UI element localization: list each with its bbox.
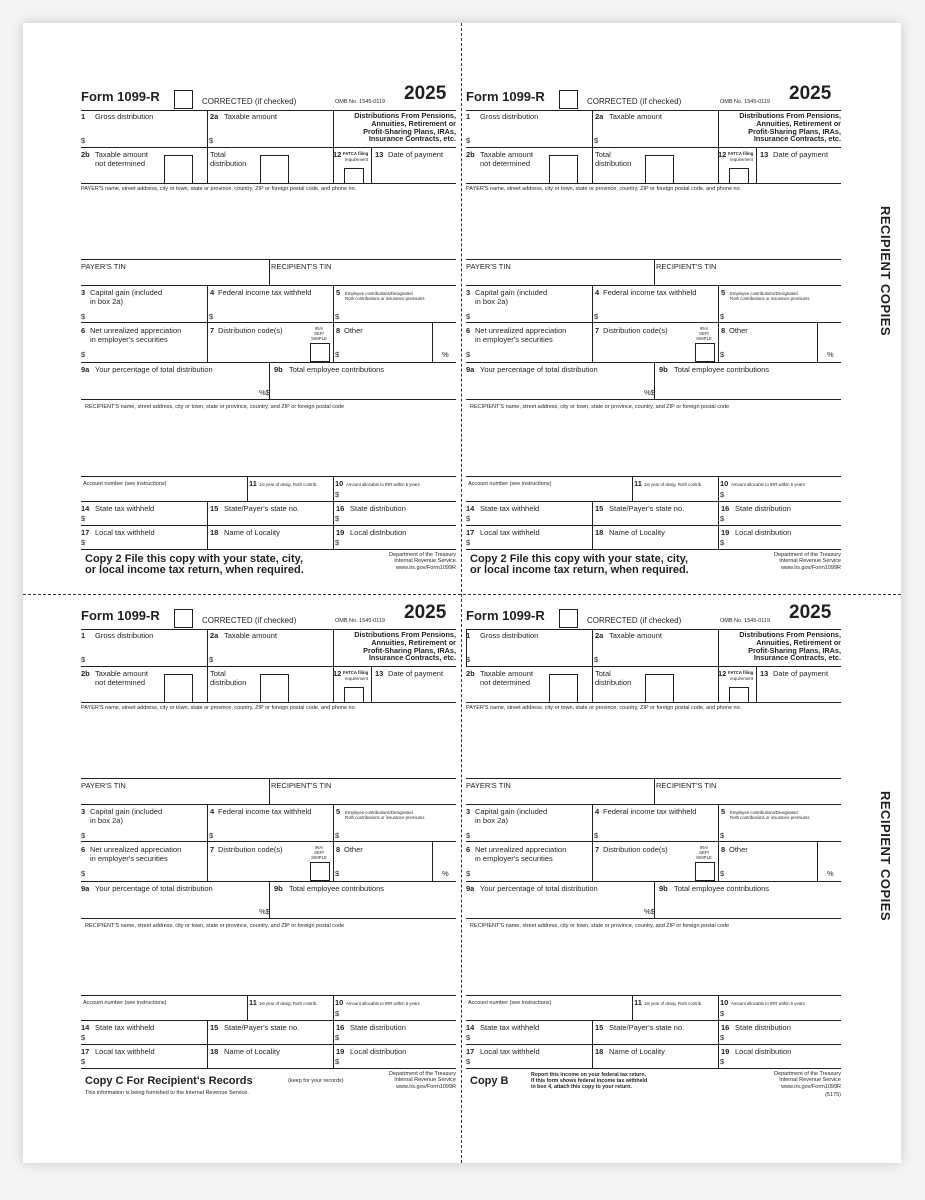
omb-number: OMB No. 1545-0119 xyxy=(335,618,386,624)
box17-label: Local tax withheld xyxy=(480,528,540,537)
box10-field[interactable] xyxy=(719,476,841,501)
box4-label: Federal income tax withheld xyxy=(218,288,312,297)
payer-name-label: PAYER'S name, street address, city or town, state or province, country, ZIP or foreign postal code, and phone no. xyxy=(81,705,357,711)
box17-field[interactable] xyxy=(466,525,592,549)
recipient-name-label: RECIPIENT'S name, street address, city or town, state or province, country, and ZIP or foreign postal code xyxy=(85,923,345,929)
box14-field[interactable] xyxy=(466,1020,592,1044)
box15-field[interactable] xyxy=(593,501,718,525)
corrected-checkbox[interactable] xyxy=(559,609,578,628)
box11-field[interactable] xyxy=(633,995,718,1020)
account-number-field[interactable] xyxy=(466,995,632,1020)
box19-field[interactable] xyxy=(334,525,456,549)
box8-field[interactable] xyxy=(334,322,432,362)
box18-label: Name of Locality xyxy=(609,528,665,537)
box15-field[interactable] xyxy=(208,501,333,525)
box16-label: State distribution xyxy=(350,1023,406,1032)
recipient-name-field[interactable] xyxy=(81,918,456,995)
payer-tin-field[interactable] xyxy=(81,259,269,285)
account-number-field[interactable] xyxy=(466,476,632,501)
box2b-checkbox[interactable] xyxy=(549,674,578,703)
side-label-top: RECIPIENT COPIES xyxy=(878,206,893,337)
box14-field[interactable] xyxy=(81,1020,207,1044)
box1-gross-distribution[interactable] xyxy=(81,629,207,665)
box18-label: Name of Locality xyxy=(609,1047,665,1056)
box3-label: Capital gain (included in box 2a) xyxy=(90,807,163,825)
form-title: Form 1099-R xyxy=(466,89,545,104)
box7-field[interactable] xyxy=(208,841,306,881)
box9a-label: Your percentage of total distribution xyxy=(480,884,598,893)
corrected-label: CORRECTED (if checked) xyxy=(202,97,297,106)
box17-field[interactable] xyxy=(81,1044,207,1068)
box19-label: Local distribution xyxy=(735,528,792,537)
box11-field[interactable] xyxy=(633,476,718,501)
fatca-checkbox[interactable] xyxy=(344,687,364,703)
recipient-tin-field[interactable] xyxy=(270,778,456,804)
box10-label: Amount allocable to IRR within 5 years xyxy=(731,482,805,487)
copyb-instructions: Report this income on your federal tax return. If this form shows federal income tax withheld in box 4, attach this copy to your return. xyxy=(531,1072,648,1090)
box4-label: Federal income tax withheld xyxy=(218,807,312,816)
tax-year: 2025 xyxy=(789,602,832,623)
copyc-note: This information is being furnished to the Internal Revenue Service. xyxy=(85,1090,249,1096)
box13-date-of-payment[interactable] xyxy=(757,147,841,183)
corrected-label: CORRECTED (if checked) xyxy=(587,616,682,625)
box11-field[interactable] xyxy=(248,995,333,1020)
box1-gross-distribution[interactable] xyxy=(466,110,592,146)
box9b-label: Total employee contributions xyxy=(674,365,770,374)
corrected-checkbox[interactable] xyxy=(174,90,193,109)
box15-label: State/Payer's state no. xyxy=(224,1023,300,1032)
form-top-right: Form 1099-R CORRECTED (if checked) OMB No. 1545-0119 2025 Distributions From Pensions, Annuities, Retirement or Profit-Sharing Plans, IRAs, Insurance Contracts, etc. 1 Gross distribution $ 2a Taxable amount $ 2b Taxable amount not determined Total distribution 12 FATCA filing requirement 13 Date of payment PAYER'S name, street address, city or town, state or province, country, ZIP or foreign postal code, and phone no. PAYER'S TIN RECIPIENT'S TIN 3 Capital gain (included in box 2a) $ 4 Federal income tax withheld $ 5 Employee contributions/Designated Roth contributions or insurance premiums $ 6 Net unrealized appreciation in employer's securities $ 7 Distribution code(s) IRA/ SEP/ SIMPLE 8 Other $ % 9a Your percentage of total distribution %$ 9b Total employee contributions RECIPIENT'S name, street address, city or town, state or province, country, and ZIP or foreign postal code Account number (see instructions) 11 1st year of desig. Roth contrib. 10 Amount allocable to IRR within 5 years $ 14 State tax withheld $ 15 State/Payer's state no. 16 State distribution $ 17 Local tax withheld $ 18 Name of Locality 19 Local distribution $ Copy 2 File this copy with your state, city, or local income tax return, when required. Department of the Treasury Internal Revenue Service www.irs.gov/Form1099R xyxy=(466,83,841,576)
box15-label: State/Payer's state no. xyxy=(609,504,685,513)
box4-label: Federal income tax withheld xyxy=(603,288,697,297)
box19-field[interactable] xyxy=(334,1044,456,1068)
box13-label: Date of payment xyxy=(773,150,829,159)
box5-field[interactable] xyxy=(334,804,456,841)
box16-field[interactable] xyxy=(334,1020,456,1044)
box9a-field[interactable] xyxy=(81,881,269,918)
box18-label: Name of Locality xyxy=(224,1047,280,1056)
ira-checkbox[interactable] xyxy=(695,343,715,362)
box2a-label: Taxable amount xyxy=(224,112,277,121)
box11-label: 1st year of desig. Roth contrib. xyxy=(259,482,318,487)
box6-field[interactable] xyxy=(81,841,207,881)
payer-tin-label: PAYER'S TIN xyxy=(81,781,126,790)
ira-label: IRA/ SEP/ SIMPLE xyxy=(311,845,327,860)
form-top-left: Form 1099-R CORRECTED (if checked) OMB No. 1545-0119 2025 Distributions From Pensions, Annuities, Retirement or Profit-Sharing Plans, IRAs, Insurance Contracts, etc. 1 Gross distribution $ 2a Taxable amount $ 2b Taxable amount not determined Total distribution 12 FATCA filing requirement 13 Date of payment PAYER'S name, street address, city or town, state or province, country, ZIP or foreign postal code, and phone no. PAYER'S TIN RECIPIENT'S TIN 3 Capital gain (included in box 2a) $ 4 Federal income tax withheld $ 5 Employee contributions/Designated Roth contributions or insurance premiums $ 6 Net unrealized appreciation in employer's securities $ 7 Distribution code(s) IRA/ SEP/ SIMPLE 8 Other $ % 9a Your percentage of total distribution %$ 9b Total employee contributions RECIPIENT'S name, street address, city or town, state or province, country, and ZIP or foreign postal code Account number (see instructions) 11 1st year of desig. Roth contrib. 10 Amount allocable to IRR within 5 years $ 14 State tax withheld $ 15 State/Payer's state no. 16 State distribution $ 17 Local tax withheld $ 18 Name of Locality 19 Local distribution $ Copy 2 File this copy with your state, city, or local income tax return, when required. Department of the Treasury Internal Revenue Service www.irs.gov/Form1099R xyxy=(81,83,456,576)
box19-label: Local distribution xyxy=(735,1047,792,1056)
fatca-checkbox[interactable] xyxy=(729,168,749,184)
box4-highlight xyxy=(592,804,719,882)
account-number-label: Account number (see instructions) xyxy=(468,481,552,487)
box9a-label: Your percentage of total distribution xyxy=(95,365,213,374)
box7-field[interactable] xyxy=(208,322,306,362)
tax-year: 2025 xyxy=(404,83,447,104)
box14-label: State tax withheld xyxy=(480,1023,540,1032)
box4-field[interactable] xyxy=(208,804,333,841)
box17-label: Local tax withheld xyxy=(95,528,155,537)
box4-field[interactable] xyxy=(208,285,333,322)
recipient-name-label: RECIPIENT'S name, street address, city or town, state or province, country, and ZIP or foreign postal code xyxy=(470,923,730,929)
total-distribution-checkbox[interactable] xyxy=(260,155,289,184)
total-distribution-label: Total distribution xyxy=(595,669,632,687)
ira-label: IRA/ SEP/ SIMPLE xyxy=(311,326,327,341)
horizontal-perforation xyxy=(23,594,901,595)
box2b-checkbox[interactable] xyxy=(164,674,193,703)
box18-field[interactable] xyxy=(208,525,333,549)
box2a-taxable-amount[interactable] xyxy=(208,629,333,665)
box9a-label: Your percentage of total distribution xyxy=(480,365,598,374)
box19-label: Local distribution xyxy=(350,528,407,537)
box18-field[interactable] xyxy=(208,1044,333,1068)
form-contents: Distributions From Pensions, Annuities, Retirement or Profit-Sharing Plans, IRAs, Insurance Contracts, etc. xyxy=(354,111,456,144)
corrected-label: CORRECTED (if checked) xyxy=(202,616,297,625)
box19-field[interactable] xyxy=(719,1044,841,1068)
box5-label: Employee contributions/Designated Roth contributions or insurance premiums xyxy=(345,810,425,820)
vertical-perforation xyxy=(461,23,462,1163)
box8-field[interactable] xyxy=(334,841,432,881)
recipient-name-field[interactable] xyxy=(466,918,841,995)
box4-field[interactable] xyxy=(593,285,718,322)
payer-tin-field[interactable] xyxy=(466,778,654,804)
copy2-department: Department of the Treasury Internal Revenue Service www.irs.gov/Form1099R xyxy=(389,552,456,571)
form-title: Form 1099-R xyxy=(81,89,160,104)
recipient-name-label: RECIPIENT'S name, street address, city or town, state or province, country, and ZIP or foreign postal code xyxy=(470,404,730,410)
box7-label: Distribution code(s) xyxy=(218,845,283,854)
box4-label: Federal income tax withheld xyxy=(603,807,697,816)
account-number-field[interactable] xyxy=(81,995,247,1020)
recipient-tin-label: RECIPIENT'S TIN xyxy=(271,262,332,271)
box6-label: Net unrealized appreciation in employer's securities xyxy=(90,326,182,344)
box10-label: Amount allocable to IRR within 5 years xyxy=(731,1001,805,1006)
box14-label: State tax withheld xyxy=(95,1023,155,1032)
fatca-checkbox[interactable] xyxy=(729,687,749,703)
recipient-tin-field[interactable] xyxy=(655,778,841,804)
box6-label: Net unrealized appreciation in employer's securities xyxy=(475,326,567,344)
payer-name-field[interactable] xyxy=(81,702,456,778)
box2b-label: Taxable amount not determined xyxy=(95,669,148,687)
recipient-name-label: RECIPIENT'S name, street address, city or town, state or province, country, and ZIP or foreign postal code xyxy=(85,404,345,410)
payer-name-field[interactable] xyxy=(466,183,841,259)
box6-field[interactable] xyxy=(466,841,592,881)
account-number-label: Account number (see instructions) xyxy=(83,481,167,487)
recipient-name-field[interactable] xyxy=(466,399,841,476)
box7-label: Distribution code(s) xyxy=(218,326,283,335)
copy2-footer: Copy 2 File this copy with your state, city, or local income tax return, when required. xyxy=(470,553,689,576)
copyb-department: Department of the Treasury Internal Revenue Service www.irs.gov/Form1099R (5175) xyxy=(774,1071,841,1098)
omb-number: OMB No. 1545-0119 xyxy=(720,618,771,624)
box9a-field[interactable] xyxy=(81,362,269,399)
box13-date-of-payment[interactable] xyxy=(372,666,456,702)
tax-year: 2025 xyxy=(789,83,832,104)
recipient-tin-field[interactable] xyxy=(270,259,456,285)
box10-field[interactable] xyxy=(334,476,456,501)
form-copy-c: Form 1099-R CORRECTED (if checked) OMB No. 1545-0119 2025 Distributions From Pensions, Annuities, Retirement or Profit-Sharing Plans, IRAs, Insurance Contracts, etc. 1 Gross distribution $ 2a Taxable amount $ 2b Taxable amount not determined Total distribution 12 FATCA filing requirement 13 Date of payment PAYER'S name, street address, city or town, state or province, country, ZIP or foreign postal code, and phone no. PAYER'S TIN RECIPIENT'S TIN 3 Capital gain (included in box 2a) $ 4 Federal income tax withheld $ 5 Employee contributions/Designated Roth contributions or insurance premiums $ 6 Net unrealized appreciation in employer's securities $ 7 Distribution code(s) IRA/ SEP/ SIMPLE 8 Other $ % 9a Your percentage of total distribution %$ 9b Total employee contributions RECIPIENT'S name, street address, city or town, state or province, country, and ZIP or foreign postal code Account number (see instructions) 11 1st year of desig. Roth contrib. 10 Amount allocable to IRR within 5 years $ 14 State tax withheld $ 15 State/Payer's state no. 16 State distribution $ 17 Local tax withheld $ 18 Name of Locality 19 Local distribution $ Copy C For Recipient's Records (keep for your records) This information is being furnished to the Internal Revenue Service. Department of the Treasury Internal Revenue Service www.irs.gov/Form1099R xyxy=(81,602,456,1096)
copyc-keep: (keep for your records) xyxy=(288,1078,344,1084)
form-title: Form 1099-R xyxy=(466,608,545,623)
box17-field[interactable] xyxy=(466,1044,592,1068)
box6-field[interactable] xyxy=(466,322,592,362)
box16-field[interactable] xyxy=(719,501,841,525)
box9a-field[interactable] xyxy=(466,362,654,399)
box13-label: Date of payment xyxy=(773,669,829,678)
payer-tin-label: PAYER'S TIN xyxy=(466,262,511,271)
box3-field[interactable] xyxy=(81,804,207,841)
form-copy-b: Form 1099-R CORRECTED (if checked) OMB No. 1545-0119 2025 Distributions From Pensions, Annuities, Retirement or Profit-Sharing Plans, IRAs, Insurance Contracts, etc. 1 Gross distribution $ 2a Taxable amount $ 2b Taxable amount not determined Total distribution 12 FATCA filing requirement 13 Date of payment PAYER'S name, street address, city or town, state or province, country, ZIP or foreign postal code, and phone no. PAYER'S TIN RECIPIENT'S TIN 3 Capital gain (included in box 2a) $ 4 Federal income tax withheld $ 5 Employee contributions/Designated Roth contributions or insurance premiums $ 6 Net unrealized appreciation in employer's securities $ 7 Distribution code(s) IRA/ SEP/ SIMPLE 8 Other $ % 9a Your percentage of total distribution %$ 9b Total employee contributions RECIPIENT'S name, street address, city or town, state or province, country, and ZIP or foreign postal code Account number (see instructions) 11 1st year of desig. Roth contrib. 10 Amount allocable to IRR within 5 years $ 14 State tax withheld $ 15 State/Payer's state no. 16 State distribution $ 17 Local tax withheld $ 18 Name of Locality 19 Local distribution $ Copy B Report this income on your federal tax return. If this form shows federal income tax withheld in box 4, attach this copy to your return. Department of the Treasury Internal Revenue Service www.irs.gov/Form1099R (5175) xyxy=(466,602,841,1098)
corrected-checkbox[interactable] xyxy=(174,609,193,628)
total-distribution-label: Total distribution xyxy=(210,669,247,687)
recipient-tin-label: RECIPIENT'S TIN xyxy=(271,781,332,790)
box11-label: 1st year of desig. Roth contrib. xyxy=(644,1001,703,1006)
box19-label: Local distribution xyxy=(350,1047,407,1056)
box16-field[interactable] xyxy=(334,501,456,525)
copyc-title: Copy C For Recipient's Records xyxy=(85,1075,253,1087)
box5-label: Employee contributions/Designated Roth contributions or insurance premiums xyxy=(730,291,810,301)
box7-label: Distribution code(s) xyxy=(603,845,668,854)
box9a-field[interactable] xyxy=(466,881,654,918)
box9b-label: Total employee contributions xyxy=(289,365,385,374)
box8-label: Other xyxy=(344,326,363,335)
box1-label: Gross distribution xyxy=(95,631,154,640)
box3-field[interactable] xyxy=(466,285,592,322)
box11-label: 1st year of desig. Roth contrib. xyxy=(259,1001,318,1006)
tax-year: 2025 xyxy=(404,602,447,623)
box10-label: Amount allocable to IRR within 5 years xyxy=(346,482,420,487)
total-distribution-checkbox[interactable] xyxy=(645,674,674,703)
payer-tin-label: PAYER'S TIN xyxy=(466,781,511,790)
box13-date-of-payment[interactable] xyxy=(757,666,841,702)
box9b-field[interactable] xyxy=(655,362,841,399)
box18-field[interactable] xyxy=(593,1044,718,1068)
ira-label: IRA/ SEP/ SIMPLE xyxy=(696,326,712,341)
box16-field[interactable] xyxy=(719,1020,841,1044)
form-contents: Distributions From Pensions, Annuities, Retirement or Profit-Sharing Plans, IRAs, Insurance Contracts, etc. xyxy=(739,111,841,144)
box3-label: Capital gain (included in box 2a) xyxy=(90,288,163,306)
box2a-taxable-amount[interactable] xyxy=(593,110,718,146)
total-distribution-checkbox[interactable] xyxy=(260,674,289,703)
box15-field[interactable] xyxy=(593,1020,718,1044)
fatca-label: FATCA filing xyxy=(343,151,369,156)
box14-label: State tax withheld xyxy=(95,504,155,513)
box13-label: Date of payment xyxy=(388,150,444,159)
box2b-checkbox[interactable] xyxy=(549,155,578,184)
box16-label: State distribution xyxy=(735,1023,791,1032)
corrected-label: CORRECTED (if checked) xyxy=(587,97,682,106)
box8-label: Other xyxy=(344,845,363,854)
total-distribution-label: Total distribution xyxy=(595,150,632,168)
box19-field[interactable] xyxy=(719,525,841,549)
box8-field[interactable] xyxy=(719,841,817,881)
box2a-label: Taxable amount xyxy=(609,631,662,640)
box7-field[interactable] xyxy=(593,322,691,362)
box14-field[interactable] xyxy=(81,501,207,525)
total-distribution-label: Total distribution xyxy=(210,150,247,168)
box17-field[interactable] xyxy=(81,525,207,549)
box18-field[interactable] xyxy=(593,525,718,549)
form-contents: Distributions From Pensions, Annuities, Retirement or Profit-Sharing Plans, IRAs, Insurance Contracts, etc. xyxy=(354,630,456,663)
box16-label: State distribution xyxy=(735,504,791,513)
payer-tin-label: PAYER'S TIN xyxy=(81,262,126,271)
box1-gross-distribution[interactable] xyxy=(81,110,207,146)
box7-label: Distribution code(s) xyxy=(603,326,668,335)
box8-label: Other xyxy=(729,326,748,335)
ira-checkbox[interactable] xyxy=(310,343,330,362)
box9a-label: Your percentage of total distribution xyxy=(95,884,213,893)
box5-field[interactable] xyxy=(334,285,456,322)
box3-label: Capital gain (included in box 2a) xyxy=(475,807,548,825)
recipient-name-field[interactable] xyxy=(81,399,456,476)
box3-label: Capital gain (included in box 2a) xyxy=(475,288,548,306)
box10-label: Amount allocable to IRR within 5 years xyxy=(346,1001,420,1006)
omb-number: OMB No. 1545-0119 xyxy=(720,99,771,105)
box17-label: Local tax withheld xyxy=(480,1047,540,1056)
payer-name-field[interactable] xyxy=(81,183,456,259)
recipient-tin-label: RECIPIENT'S TIN xyxy=(656,262,717,271)
total-distribution-checkbox[interactable] xyxy=(645,155,674,184)
copyc-department: Department of the Treasury Internal Revenue Service www.irs.gov/Form1099R xyxy=(389,1071,456,1090)
box8-label: Other xyxy=(729,845,748,854)
box1-label: Gross distribution xyxy=(95,112,154,121)
box14-label: State tax withheld xyxy=(480,504,540,513)
box15-label: State/Payer's state no. xyxy=(609,1023,685,1032)
payer-name-label: PAYER'S name, street address, city or town, state or province, country, ZIP or foreign postal code, and phone no. xyxy=(466,705,742,711)
form-title: Form 1099-R xyxy=(81,608,160,623)
box2b-label: Taxable amount not determined xyxy=(95,150,148,168)
fatca-label: FATCA filing xyxy=(343,670,369,675)
fatca-label: FATCA filing xyxy=(728,151,754,156)
box9b-label: Total employee contributions xyxy=(674,884,770,893)
box5-label: Employee contributions/Designated Roth contributions or insurance premiums xyxy=(345,291,425,301)
account-number-field[interactable] xyxy=(81,476,247,501)
box15-field[interactable] xyxy=(208,1020,333,1044)
copy2-department: Department of the Treasury Internal Revenue Service www.irs.gov/Form1099R xyxy=(774,552,841,571)
form-sheet xyxy=(23,23,901,1163)
ira-checkbox[interactable] xyxy=(310,862,330,881)
box11-field[interactable] xyxy=(248,476,333,501)
box9b-field[interactable] xyxy=(655,881,841,918)
payer-tin-field[interactable] xyxy=(466,259,654,285)
fatca-checkbox[interactable] xyxy=(344,168,364,184)
box5-label: Employee contributions/Designated Roth contributions or insurance premiums xyxy=(730,810,810,820)
box2b-label: Taxable amount not determined xyxy=(480,150,533,168)
box6-label: Net unrealized appreciation in employer's securities xyxy=(90,845,182,863)
omb-number: OMB No. 1545-0119 xyxy=(335,99,386,105)
box6-label: Net unrealized appreciation in employer's securities xyxy=(475,845,567,863)
box18-label: Name of Locality xyxy=(224,528,280,537)
box10-field[interactable] xyxy=(719,995,841,1020)
box5-field[interactable] xyxy=(719,804,841,841)
box17-label: Local tax withheld xyxy=(95,1047,155,1056)
box10-field[interactable] xyxy=(334,995,456,1020)
payer-name-label: PAYER'S name, street address, city or town, state or province, country, ZIP or foreign postal code, and phone no. xyxy=(466,186,742,192)
payer-name-field[interactable] xyxy=(466,702,841,778)
box6-field[interactable] xyxy=(81,322,207,362)
box8-field[interactable] xyxy=(719,322,817,362)
box3-field[interactable] xyxy=(81,285,207,322)
box3-field[interactable] xyxy=(466,804,592,841)
side-label-bottom: RECIPIENT COPIES xyxy=(878,791,893,922)
box2a-label: Taxable amount xyxy=(609,112,662,121)
copyb-title: Copy B xyxy=(470,1075,509,1087)
box2b-label: Taxable amount not determined xyxy=(480,669,533,687)
copy2-footer: Copy 2 File this copy with your state, city, or local income tax return, when required. xyxy=(85,553,304,576)
box1-label: Gross distribution xyxy=(480,112,539,121)
box5-field[interactable] xyxy=(719,285,841,322)
box14-field[interactable] xyxy=(466,501,592,525)
box13-date-of-payment[interactable] xyxy=(372,147,456,183)
account-number-label: Account number (see instructions) xyxy=(83,1000,167,1006)
box2a-taxable-amount[interactable] xyxy=(208,110,333,146)
box13-label: Date of payment xyxy=(388,669,444,678)
box9b-field[interactable] xyxy=(270,881,456,918)
form-contents: Distributions From Pensions, Annuities, Retirement or Profit-Sharing Plans, IRAs, Insurance Contracts, etc. xyxy=(739,630,841,663)
account-number-label: Account number (see instructions) xyxy=(468,1000,552,1006)
recipient-tin-field[interactable] xyxy=(655,259,841,285)
ira-label: IRA/ SEP/ SIMPLE xyxy=(696,845,712,860)
corrected-checkbox[interactable] xyxy=(559,90,578,109)
fatca-label: FATCA filing xyxy=(728,670,754,675)
box1-2a-highlight xyxy=(466,629,719,667)
payer-tin-field[interactable] xyxy=(81,778,269,804)
box9b-field[interactable] xyxy=(270,362,456,399)
box2a-label: Taxable amount xyxy=(224,631,277,640)
box15-label: State/Payer's state no. xyxy=(224,504,300,513)
box9b-label: Total employee contributions xyxy=(289,884,385,893)
box16-label: State distribution xyxy=(350,504,406,513)
box2b-checkbox[interactable] xyxy=(164,155,193,184)
box1-label: Gross distribution xyxy=(480,631,539,640)
payer-name-label: PAYER'S name, street address, city or town, state or province, country, ZIP or foreign postal code, and phone no. xyxy=(81,186,357,192)
box11-label: 1st year of desig. Roth contrib. xyxy=(644,482,703,487)
recipient-tin-label: RECIPIENT'S TIN xyxy=(656,781,717,790)
